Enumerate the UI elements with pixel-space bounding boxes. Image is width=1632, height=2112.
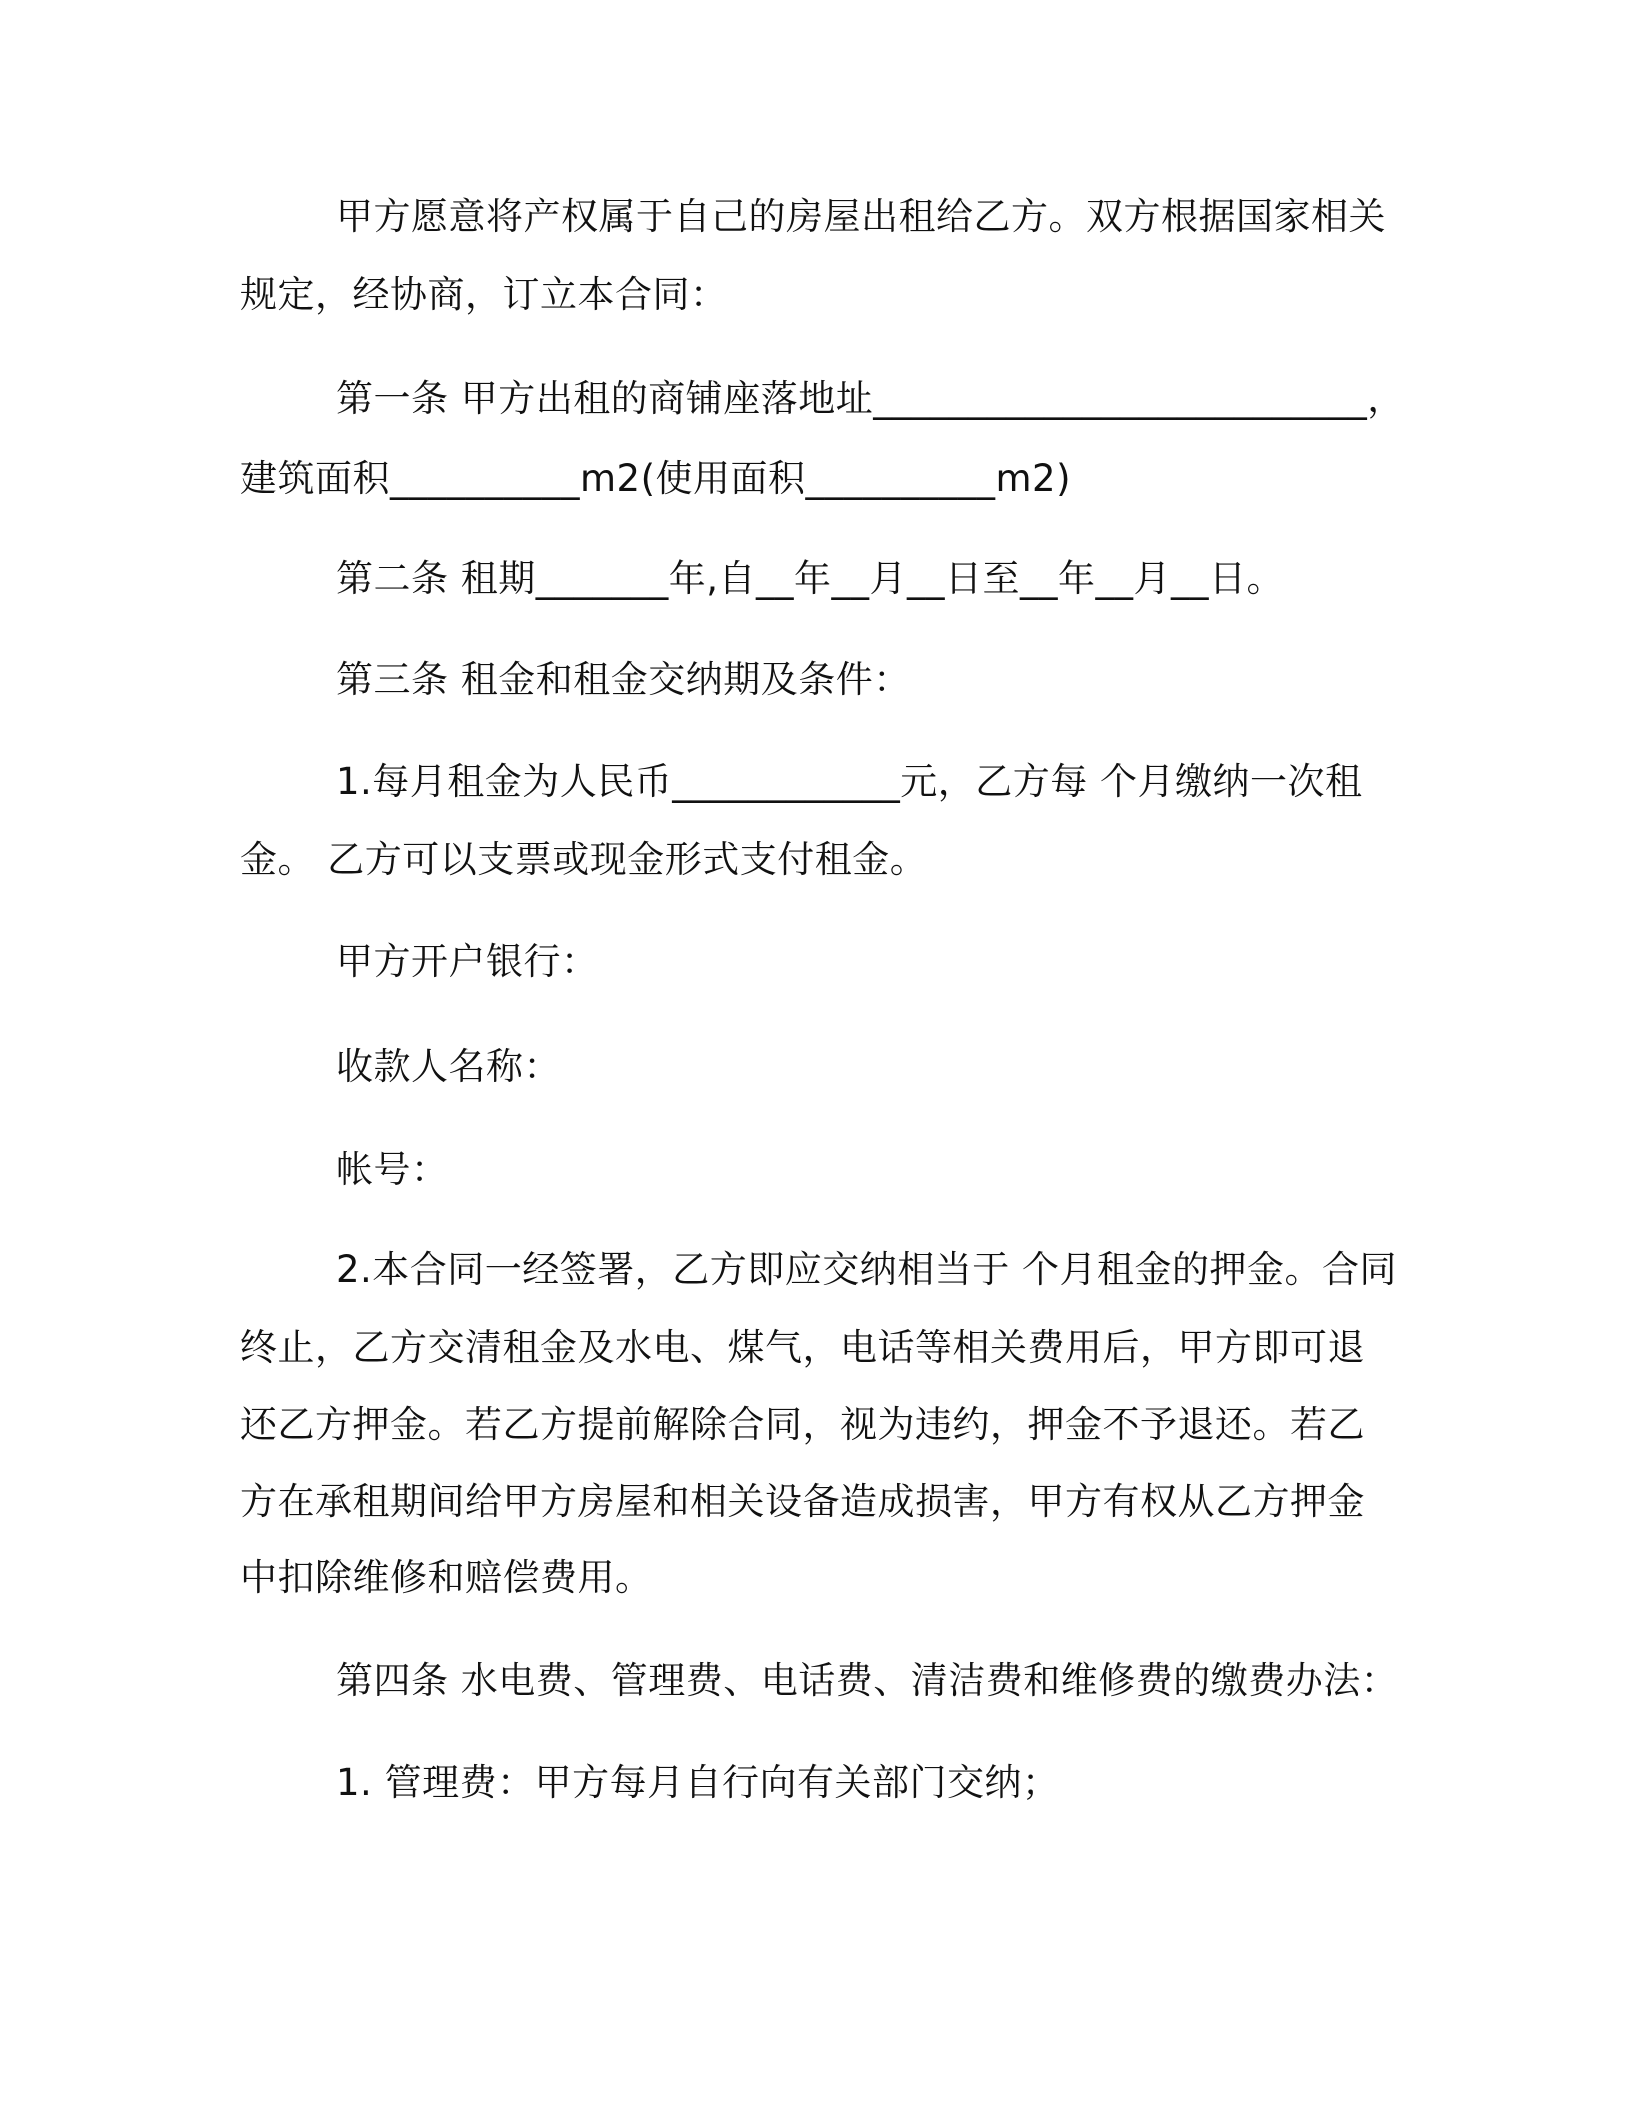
deposit-clause-line-1: 2.本合同一经签署，乙方即应交纳相当于 个月租金的押金。合同 xyxy=(336,1248,1398,1291)
article-4-heading: 第四条 水电费、管理费、电话费、清洁费和维修费的缴费办法： xyxy=(336,1659,1399,1702)
rent-clause-line-2: 金。 乙方可以支票或现金形式支付租金。 xyxy=(240,838,928,881)
article-3-heading: 第三条 租金和租金交纳期及条件： xyxy=(336,658,911,701)
article-2-line: 第二条 租期_______年,自__年__月__日至__年__月__日。 xyxy=(336,557,1285,600)
deposit-clause-line-4: 方在承租期间给甲方房屋和相关设备造成损害，甲方有权从乙方押金 xyxy=(240,1480,1365,1523)
payee-label: 收款人名称： xyxy=(336,1045,561,1088)
intro-line-2: 规定，经协商，订立本合同： xyxy=(240,273,728,316)
deposit-clause-line-5: 中扣除维修和赔偿费用。 xyxy=(240,1556,653,1599)
account-label: 帐号： xyxy=(336,1148,449,1191)
article-1-line-1: 第一条 甲方出租的商铺座落地址__________________________， xyxy=(336,377,1405,420)
deposit-clause-line-2: 终止，乙方交清租金及水电、煤气，电话等相关费用后，甲方即可退 xyxy=(240,1326,1365,1369)
article-1-line-2: 建筑面积__________m2(使用面积__________m2) xyxy=(240,457,1072,500)
rent-clause-line-1: 1.每月租金为人民币____________元，乙方每 个月缴纳一次租 xyxy=(336,760,1363,803)
deposit-clause-line-3: 还乙方押金。若乙方提前解除合同，视为违约，押金不予退还。若乙 xyxy=(240,1403,1365,1446)
intro-line-1: 甲方愿意将产权属于自己的房屋出租给乙方。双方根据国家相关 xyxy=(336,195,1386,238)
bank-label: 甲方开户银行： xyxy=(336,940,599,983)
management-fee-clause: 1. 管理费：甲方每月自行向有关部门交纳； xyxy=(336,1761,1060,1804)
